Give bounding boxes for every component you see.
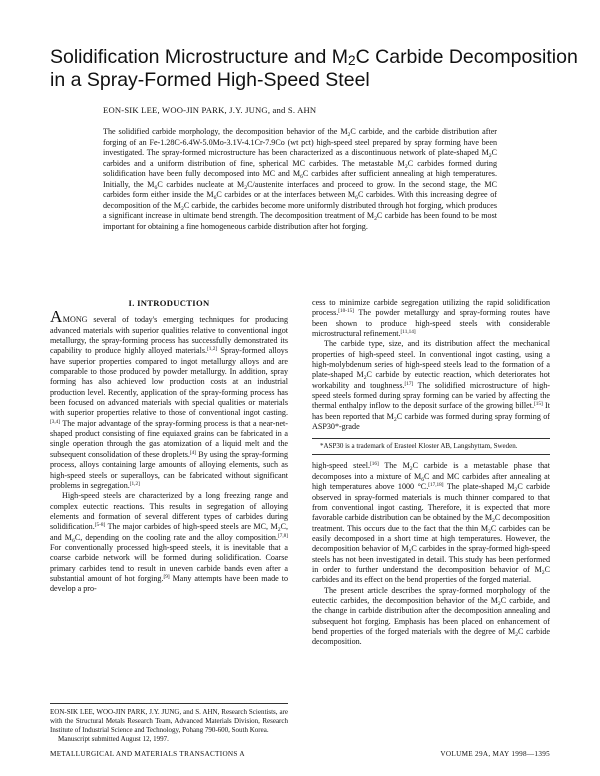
subscript: 2	[541, 569, 545, 576]
subscript: 2	[374, 216, 377, 222]
subscript: 6	[355, 195, 358, 201]
citation-marker: [1,2]	[207, 346, 218, 353]
citation-marker: [17]	[404, 380, 414, 387]
citation-marker: [16]	[370, 461, 379, 468]
intro-paragraph-4: The carbide type, size, and its distribution affect the mechanical properties of high-speed steel. In conventional ingot casting, using a high-molybdenum series of high-speed steels lead to the formation of a plate-shaped $M_2C$ carbide by eutectic reaction, which deteriorates hot workability and toughness.[17] The solidified microstructure of high-speed steels formed during spray forming can be varied by affecting the thermal enthalpy inflow to the deposit surface of the growing billet.[15] It has been reported that $M_2C$ carbide was formed during spray forming of ASP30*-grade	[312, 339, 551, 432]
title-line-1-start: Solidification Microstructure and M	[50, 46, 349, 68]
citation-marker: [15]	[534, 401, 543, 408]
author-list: EON-SIK LEE, WOO-JIN PARK, J.Y. JUNG, and S. AHN	[103, 105, 317, 115]
subscript: 2	[347, 132, 351, 138]
subscript: 6	[300, 174, 303, 180]
citation-marker: [1,2]	[129, 480, 140, 487]
citation-marker: [4]	[189, 449, 196, 456]
subscript: 2	[514, 487, 518, 494]
intro-paragraph-2: High-speed steels are characterized by a long freezing range and complex eutectic reactions. This results in segregation of alloying elements and formation of several different types of carbides during solidification.[5-8] The major carbides of high-speed steels are MC, $M_2C$, and $M_6C$, depending on the cooling rate and the alloy composition.[7,8] For conventionally processed high-speed steels, it is inevitable that a coarse carbide network will be formed during solidification. Coarse primary carbides tend to result in uneven carbide bands even after a substantial amount of hot forging.[9] Many attempts have been made to develop a pro-	[50, 491, 289, 594]
right-column	[312, 298, 550, 648]
drop-cap-word: MONG	[62, 315, 88, 325]
article-title	[50, 46, 578, 92]
subscript: 2	[404, 163, 408, 170]
citation-marker: [3,4]	[50, 418, 61, 425]
subscript: 6	[213, 195, 217, 201]
title-line-2: in a Spray-Formed High-Speed Steel	[50, 69, 370, 91]
running-foot-journal: METALLURGICAL AND MATERIALS TRANSACTIONS A	[50, 750, 245, 758]
citation-marker: [10-15]	[338, 308, 355, 315]
trademark-footnote: *ASP30 is a trademark of Erasteel Kloster AB, Langshyttam, Sweden.	[312, 438, 550, 455]
title-line-1	[50, 46, 578, 69]
subscript: 2	[409, 466, 413, 473]
manuscript-date: Manuscript submitted August 12, 1997.	[58, 735, 169, 743]
running-foot-volume-page: VOLUME 29A, MAY 1998—1395	[440, 750, 550, 758]
title-subscript: 2	[348, 53, 356, 68]
subscript: 6	[154, 184, 158, 191]
drop-cap: A	[50, 307, 63, 327]
section-heading-introduction: I. INTRODUCTION	[128, 298, 210, 308]
left-column	[50, 298, 288, 595]
subscript: 6	[71, 537, 75, 544]
citation-marker: [17,18]	[428, 482, 444, 489]
subscript: 2	[363, 375, 367, 382]
subscript: 2	[488, 153, 492, 159]
citation-marker: [11,14]	[400, 329, 416, 336]
subscript: 2	[181, 205, 184, 212]
subscript: 2	[393, 416, 397, 423]
subscript: 2	[244, 184, 248, 191]
subscript: 2	[515, 631, 518, 638]
subscript: 2	[492, 518, 495, 525]
subscript: 6	[421, 476, 425, 483]
affiliation-text: EON-SIK LEE, WOO-JIN PARK, J.Y. JUNG, and S. AHN, Research Scientists, are with the Structural Metals Research Team, Advanced Materials Division, Research Institute of Industrial Science and Technology, Pohang 790-600, South Korea.	[50, 708, 288, 734]
intro-paragraph-1-text: several of today's emerging techniques for producing advanced materials with superior qualities relative to conventional ingot metallurgy, the spray-forming process has successfully demonstrated its capability to produce highly alloyed materials.[1,2] Spray-formed alloys have superior properties compared to ingot metallurgy alloys and are comparable to those produced by powder metallurgy. In addition, spray forming has also achieved low production costs at an industrial production level. Recently, application of the spray-forming process has been focused on advanced materials with special qualities or materials with superior properties relative to those of conventional ingot casting.[3,4] The major advantage of the spray-forming process is that a near-net-shaped product consisting of fine equiaxed grains can be fabricated in a single operation through the gas atomization of a liquid melt and the subsequent consolidation of these droplets.[4] By using the spray-forming process, alloys containing large amounts of alloying elements, such as high-speed steels or superalloys, can be fabricated without significant problems in segregation.[1,2]	[50, 315, 288, 490]
intro-paragraph-1	[50, 307, 288, 491]
subscript: 2	[408, 549, 412, 556]
citation-marker: [7,8]	[277, 532, 289, 539]
intro-paragraph-6: The present article describes the spray-formed morphology of the eutectic carbides, the decomposition behavior of the $M_2C$ carbide, and the change in carbide distribution after the decomposition annealing and subsequent hot forging. Emphasis has been placed on enhancement of bend properties of the forged materials with the degree of $M_2C$ carbide decomposition.	[312, 585, 550, 647]
citation-marker: [9]	[163, 573, 170, 580]
subscript: 2	[277, 527, 281, 534]
author-affiliation-footnote	[50, 703, 288, 744]
title-line-1-end: C Carbide Decomposition	[355, 46, 578, 68]
subscript: 2	[497, 600, 501, 607]
citation-marker: [5-8]	[94, 522, 106, 529]
intro-paragraph-5: high-speed steel.[16] The $M_2C$ carbide is a metastable phase that decomposes into a mixture of $M_6C$ and MC carbides after annealing at high temperatures above 1000 °C.[17,18] The plate-shaped $M_2C$ carbide observed in spray-formed materials is much thinner compared to that from conventional ingot casting. Therefore, it is expected that more favorable carbide distribution can be obtained by the $M_2C$ decomposition treatment. This occurs due to the fact that the thin $M_2C$ carbides can be easily decomposed in a short time at high temperatures. However, the decomposition behavior of $M_2C$ carbides in the spray-formed high-speed steels has not been investigated in detail. This study has been performed in order to further understand the decomposition behavior of $M_2C$ carbides and its effect on the bend properties of the forged material.	[312, 461, 550, 585]
intro-paragraph-3: cess to minimize carbide segregation utilizing the rapid solidification process.[10-15] The powder metallurgy and spray-forming routes have been shown to produce high-speed steels with considerable microstructural refinement.[11,14]	[312, 298, 550, 339]
abstract: The solidified carbide morphology, the decomposition behavior of the $M_2C$ carbide, and the carbide distribution after forging of an Fe-1.28C-6.4W-5.0Mo-3.1V-4.1Cr-7.9Co (wt pct) high-speed steel prepared by spray forming have been investigated. The spray-formed microstructure has been characterized as a discontinuous network of plate-shaped $M_2C$ carbides and a uniform distribution of fine, spherical MC carbides. The metastable $M_2C$ carbides formed during solidification have been fully decomposed into MC and $M_6C$ carbides after sufficient annealing at high temperatures. Initially, the $M_6C$ carbides nucleate at $M_2C$/austenite interfaces and proceed to grow. In the second stage, the MC carbides form either inside the $M_6C$ carbides or at the interfaces between $M_6C$ carbides. With this increasing degree of decomposition of the $M_2C$ carbide, the carbides become more uniformly distributed through hot forging, which produces a significant increase in ultimate bend strength. The decomposition treatment of $M_2C$ carbide has been found to be most important for obtaining a fine homogeneous carbide distribution after hot forging.	[103, 127, 498, 231]
subscript: 2	[488, 528, 491, 535]
